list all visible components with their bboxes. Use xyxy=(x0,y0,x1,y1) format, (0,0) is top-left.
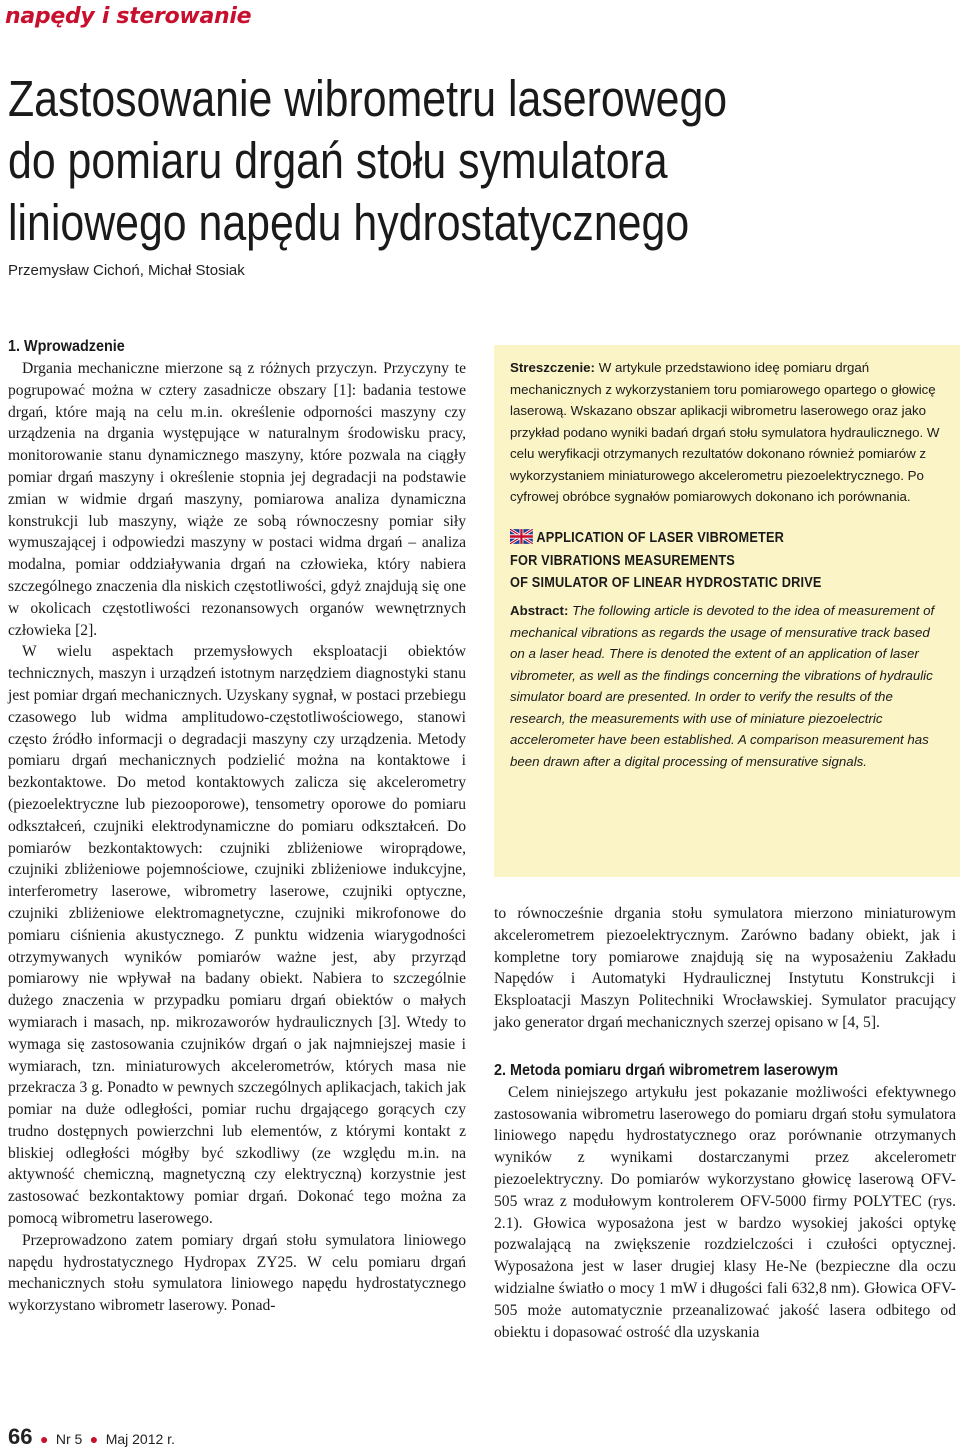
abstract-pl xyxy=(510,357,944,508)
abstract-en-text: The following article is devoted to the idea of measurement of mechanical vibrations as regards the usage of mensurative track based on a laser head. There is denoted the extent of an application of laser vibrometer, as well as the findings concerning the vibrations of hydraulic simulator board are presented. In order to verify the results of the research, the measurements with use of miniature piezoelectric accelerometer have been established. A comparison measurement has been drawn after a digital processing of mensurative signals. xyxy=(510,603,935,769)
paragraph-3-start: Przeprowadzono zatem pomiary drgań stołu symulatora liniowego napędu hydrostatycznego Hydropax ZY25. W celu pomiaru drgań mechanicznych stołu symulatora liniowego napędu hydrostatycznego wykorzystano wibrometr laserowy. Ponad- xyxy=(8,1231,466,1315)
right-column xyxy=(494,903,956,1343)
english-title xyxy=(510,528,892,595)
bullet-icon: ● xyxy=(89,1431,99,1447)
abstract-box xyxy=(494,345,960,877)
title-line-2: do pomiaru drgań stołu symulatora xyxy=(8,132,668,189)
english-title-line-2: FOR VIBRATIONS MEASUREMENTS xyxy=(510,553,735,569)
left-column xyxy=(8,336,466,1317)
issue-number: Nr 5 xyxy=(55,1431,83,1447)
abstract-en xyxy=(510,600,944,772)
section-label: napędy i sterowanie xyxy=(5,4,252,29)
title-line-3: liniowego napędu hydrostatycznego xyxy=(8,194,690,251)
article-title xyxy=(8,68,798,254)
section-1-heading: 1. Wprowadzenie xyxy=(8,338,125,355)
uk-flag-icon xyxy=(510,529,533,552)
english-title-line-1: APPLICATION OF LASER VIBROMETER xyxy=(510,528,892,552)
bullet-icon: ● xyxy=(39,1431,49,1447)
paragraph-1: Drgania mechaniczne mierzone są z różnych przyczyn. Przyczyny te pogrupować można w cztery zasadnicze obszary [1]: badania testowe drgań, które mają na celu m.in. określenie odporności maszyny czy urządzenia na drgania występujące w naturalnym środowisku pracy, monitorowanie stanu dynamicznego maszyny, które pozwala na ciągły pomiar drgań maszyny i określenie stopnia jej degradacji na podstawie zmian w widmie drgań maszyny, pomiarowa analiza dynamiczna konstrukcji lub maszyny, wiąże ze sobą równoczesny pomiar siły wymuszającej i odpowiedzi maszyny w postaci widma drgań – analiza modalna, pomiar oddziaływania drgań na człowieka, który nabiera szczególnego znaczenia dla niskich częstotliwości, gdyż znajdują się one w okolicach częstotliwości rezonansowych organów wewnętrznych człowieka [2]. xyxy=(8,360,466,639)
section-2-paragraph: Celem niniejszego artykułu jest pokazanie możliwości efektywnego zastosowania wibrometru laserowego do pomiaru drgań stołu symulatora liniowego napędu hydrostatycznego oraz porównanie otrzymanych wyników z wynikami dostarczanymi przez akcelerometr piezoelektryczny. Do pomiarów wykorzystano głowicę laserową OFV-505 wraz z modułowym kontrolerem OFV-5000 firmy POLYTEC (rys. 2.1). Głowica wyposażona jest w bardzo wysokiej jakości optykę pozwalającą na zwiększenie rozdzielczości i czułości optycznej. Wyposażona jest w laser drugiej klasy He-Ne (bezpieczne dla oczu widzialne światło o mocy 1 mW i długości fali 632,8 nm). Głowica OFV-505 może automatycznie przeanalizować jakość lasera odbitego od obiektu i dopasować ostrość dla uzyskania xyxy=(494,1083,956,1341)
page-number: 66 xyxy=(8,1424,33,1449)
abstract-en-label: Abstract: xyxy=(510,603,569,618)
paragraph-3-continued: to równocześnie drgania stołu symulatora mierzono miniaturowym akcelerometrem piezoelektrycznym. Zarówno badany obiekt, jak i kompletne tory pomiarowe znajdują się na wyposażeniu Zakładu Napędów i Automatyki Hydraulicznej Instytutu Konstrukcji i Eksploatacji Maszyn Politechniki Wrocławskiej. Symulator pracujący jako generator drgań mechanicznych szerzej opisano w [4, 5]. xyxy=(494,905,956,1031)
abstract-pl-text: W artykule przedstawiono ideę pomiaru drgań mechanicznych z wykorzystaniem toru pomiarowego opartego o głowicę laserową. Wskazano obszar aplikacji wibrometru laserowego oraz jako przykład podano wyniki badań drgań stołu symulatora hydraulicznego. W celu weryfikacji otrzymanych rezultatów dokonano również pomiarów z wykorzystaniem miniaturowego akcelerometru piezoelektrycznego. Po cyfrowej obróbce sygnałów pomiarowych dokonano ich porównania. xyxy=(510,360,940,504)
paragraph-2: W wielu aspektach przemysłowych eksploatacji obiektów technicznych, maszyn i urządzeń istotnym narzędziem diagnostyki stanu jest pomiar drgań mechanicznych. Uzyskany sygnał, w postaci przebiegu czasowego lub widma amplitudowo-częstotliwościowego, stanowi często źródło informacji o degradacji maszyny czy urządzenia. Metody pomiaru drgań mechanicznych podzielić można na kontaktowe i bezkontaktowe. Do metod kontaktowych zalicza się akcelerometry (piezoelektryczne lub piezooporowe), tensometry oporowe do pomiaru odkształceń, czujniki elektrodynamiczne do pomiaru odkształceń. Do pomiarów bezkontaktowych: czujniki zbliżeniowe wiroprądowe, czujniki zbliżeniowe pojemnościowe, czujniki zbliżeniowe indukcyjne, interferometry laserowe, wibrometry laserowe, czujniki optyczne, czujniki zbliżeniowe elektromagnetyczne, czujniki mikrofonowe do pomiaru ciśnienia akustycznego. Z punktu widzenia wiarygodności otrzymywanych wyników pomiarów ważne jest, aby przyrząd pomiarowy nie wpływał na badany obiekt. Nabiera to szczególnie dużego znaczenia w przypadku pomiaru drgań obiektów o małych wymiarach i masach, np. mikrozaworów hydraulicznych [3]. Wtedy to wymaga się zastosowania czujników drgań o jak najmniejszej masie i wymiarach, tzn. miniaturowych akcelerometrów, których masa nie przekracza 3 g. Ponadto w pewnych szczególnych aplikacjach, takich jak pomiar na duże odległości, pomiar ruchu drgającego gorących czy trudno dostępnych powierzchni lub elementów, z którymi kontakt z bliskiej odległości mógłby być szkodliwy (ze względu m.in. na aktywność chemiczną, magnetyczną czy elektryczną) korzystnie jest zastosować bezkontaktowy pomiar drgań. Dokonać tego można za pomocą wibrometru laserowego. xyxy=(8,643,466,1228)
abstract-pl-label: Streszczenie: xyxy=(510,360,595,375)
section-2-heading: 2. Metoda pomiaru drgań wibrometrem laserowym xyxy=(494,1061,839,1079)
page-footer xyxy=(8,1424,175,1450)
issue-date: Maj 2012 r. xyxy=(105,1431,175,1447)
title-line-1: Zastosowanie wibrometru laserowego xyxy=(8,70,728,127)
authors: Przemysław Cichoń, Michał Stosiak xyxy=(8,262,245,279)
english-title-line-3: OF SIMULATOR OF LINEAR HYDROSTATIC DRIVE xyxy=(510,574,822,591)
